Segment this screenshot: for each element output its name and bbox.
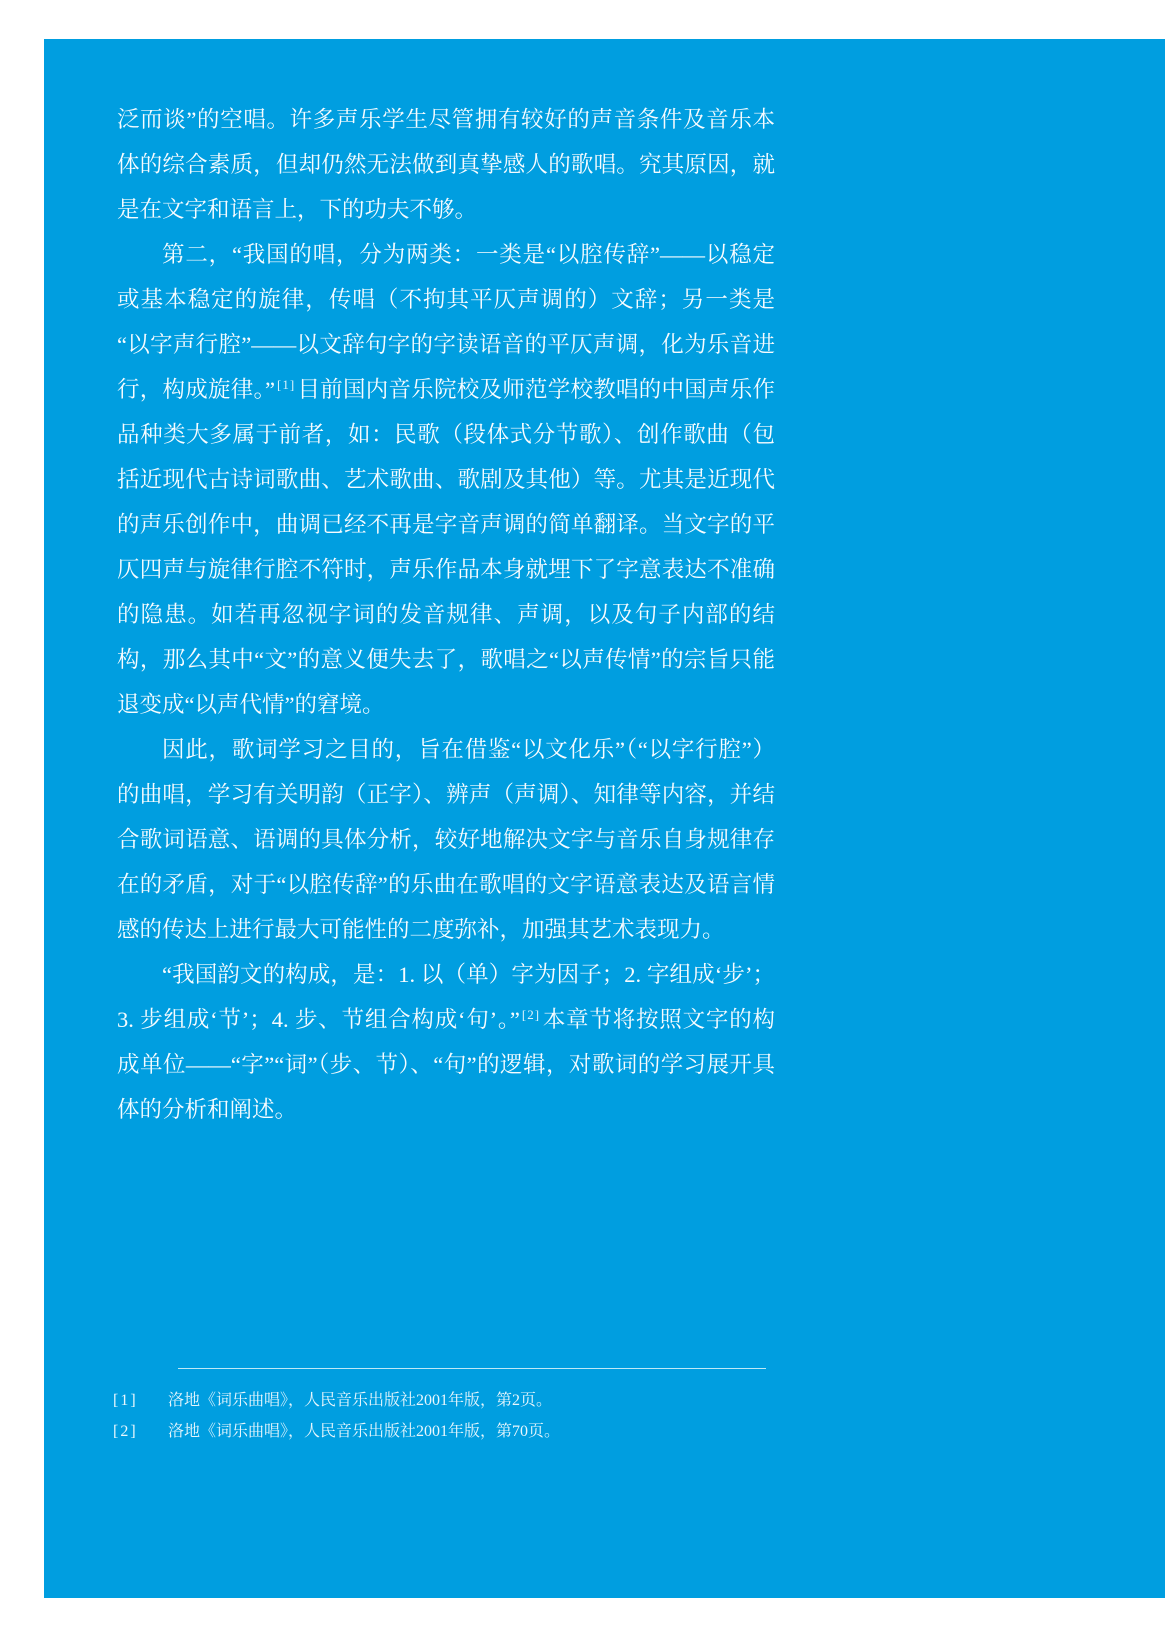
footnote-list [113, 1385, 813, 1447]
footnote [113, 1385, 813, 1416]
footnote-marker: [1] [113, 1392, 138, 1409]
footnote-text: 洛地《词乐曲唱》，人民音乐出版社2001年版，第2页。 [168, 1392, 553, 1409]
footnote-separator [178, 1368, 766, 1369]
footnote-ref: [2] [521, 1006, 541, 1022]
paragraph: 泛而谈”的空唱。许多声乐学生尽管拥有较好的声音条件及音乐本体的综合素质，但却仍然无法做到真挚感人的歌唱。究其原因，就是在文字和语言上，下的功夫不够。 [117, 107, 775, 222]
footnote-marker: [2] [113, 1423, 138, 1440]
paragraph: 因此，歌词学习之目的，旨在借鉴“以文化乐”（“以字行腔”）的曲唱，学习有关明韵（正字）、辨声（声调）、知律等内容，并结合歌词语意、语调的具体分析，较好地解决文字与音乐自身规律存在的矛盾，对于“以腔传辞”的乐曲在歌唱的文字语意表达及语言情感的传达上进行最大可能性的二度弥补，加强其艺术表现力。 [117, 737, 775, 942]
paragraph: “我国韵文的构成，是：1. 以（单）字为因子；2. 字组成‘步’；3. 步组成‘节’；4. 步、节组合构成‘句’。” [2]本章节将按照文字的构成单位——“字”“词”（步、节）、“句”的逻辑，对歌词的学习展开具体的分析和阐述。 [117, 962, 775, 1122]
footnote [113, 1416, 813, 1447]
footnote-text: 洛地《词乐曲唱》，人民音乐出版社2001年版，第70页。 [168, 1423, 561, 1440]
footnote-ref: [1] [277, 376, 296, 392]
body-text [117, 97, 775, 1132]
paragraph: 第二，“我国的唱，分为两类：一类是“以腔传辞”——以稳定或基本稳定的旋律，传唱（不拘其平仄声调的）文辞；另一类是“以字声行腔”——以文辞句字的字读语音的平仄声调，化为乐音进行，构成旋律。” [1]目前国内音乐院校及师范学校教唱的中国声乐作品种类大多属于前者，如：民歌（段体式分节歌）、创作歌曲（包括近现代古诗词歌曲、艺术歌曲、歌剧及其他）等。尤其是近现代的声乐创作中，曲调已经不再是字音声调的简单翻译。当文字的平仄四声与旋律行腔不符时，声乐作品本身就埋下了字意表达不准确的隐患。如若再忽视字词的发音规律、声调，以及句子内部的结构，那么其中“文”的意义便失去了，歌唱之“以声传情”的宗旨只能退变成“以声代情”的窘境。 [117, 242, 775, 717]
content-panel [44, 39, 1165, 1598]
footnotes-section [113, 1368, 813, 1447]
